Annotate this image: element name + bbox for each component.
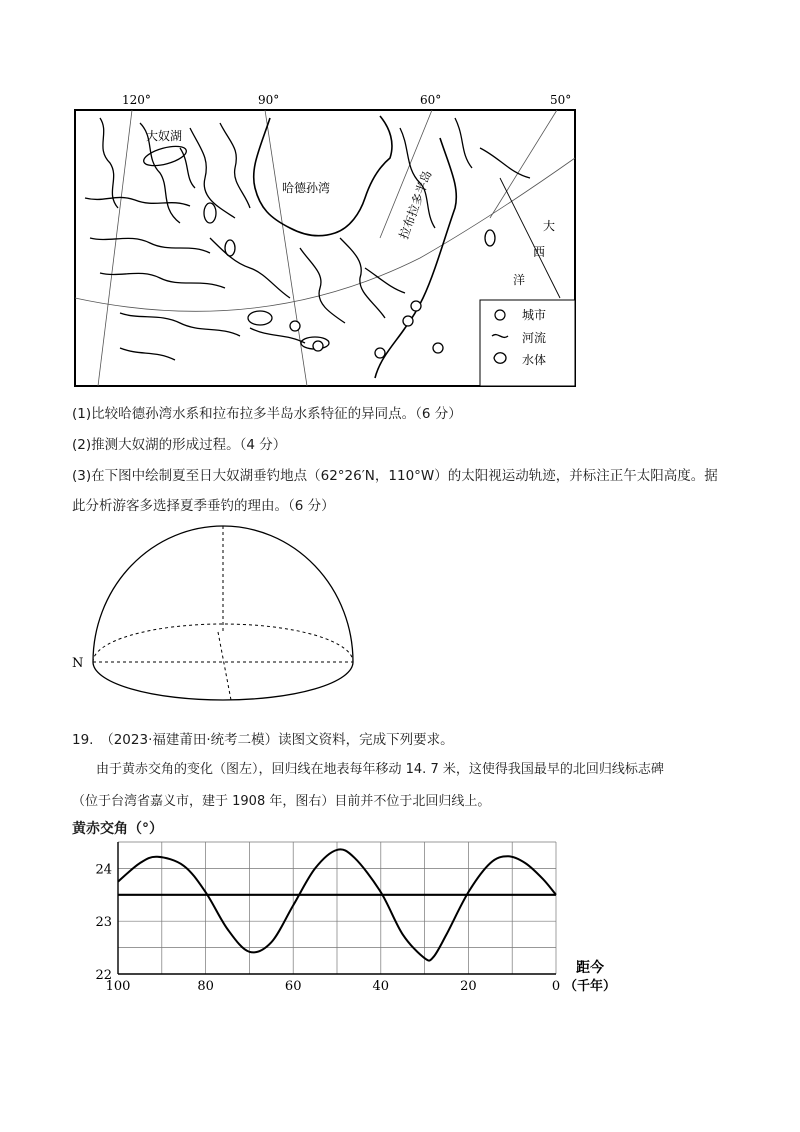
celestial-hemisphere [66, 522, 376, 706]
hudson-bay-coast [254, 116, 392, 236]
lon-label-90: 90° [258, 93, 280, 107]
lake-shape [204, 203, 216, 223]
lon-label-60: 60° [420, 93, 442, 107]
labrador-coast [375, 138, 456, 378]
x-axis-unit: （千年） [563, 979, 617, 994]
lon-label-120: 120° [122, 93, 151, 107]
label-hudson-bay: 哈德孙湾 [282, 181, 331, 195]
chart-title: 黄赤交角（°） [72, 821, 163, 837]
label-great-slave-lake: 大奴湖 [146, 129, 183, 143]
q19-paragraph-line1: 由于黄赤交角的变化（图左），回归线在地表每年移动 14. 7 米，这使得我国最早的北回归线标志碑 [96, 762, 664, 777]
ocean-boundary [500, 178, 560, 298]
x-tick-label-40: 40 [372, 979, 390, 994]
city-marker [403, 316, 413, 326]
lake-shape [485, 230, 495, 246]
river-network [85, 118, 530, 360]
city-marker [313, 341, 323, 351]
q19-paragraph-line2: （位于台湾省嘉义市，建于 1908 年，图右）目前并不位于北回归线上。 [72, 794, 491, 809]
x-axis-label: 距今 [576, 960, 604, 976]
north-label: N [72, 656, 84, 671]
legend-river-label: 河流 [522, 331, 547, 345]
legend-water-label: 水体 [522, 353, 547, 367]
map-legend [480, 300, 575, 386]
lake-shape [225, 240, 235, 256]
y-tick-label-22: 22 [95, 968, 112, 983]
city-marker [290, 321, 300, 331]
legend-city-label: 城市 [522, 308, 547, 322]
x-tick-label-100: 100 [105, 979, 131, 994]
label-labrador: 拉布拉多半岛 [396, 168, 435, 242]
x-tick-label-0: 0 [551, 979, 561, 994]
city-marker [433, 343, 443, 353]
label-atlantic-3: 洋 [513, 273, 526, 287]
meridian-front [218, 632, 231, 700]
label-atlantic-1: 大 [543, 219, 556, 233]
question-3-line1: (3)在下图中绘制夏至日大奴湖垂钓地点（62°26′N，110°W）的太阳视运动轨迹，并标注正午太阳高度。据 [72, 468, 718, 484]
legend-city-symbol [495, 310, 505, 320]
canada-map [60, 88, 580, 392]
lon-label-50: 50° [550, 93, 572, 107]
horizon-front [93, 662, 353, 700]
lake-shape [248, 311, 272, 325]
question-1: (1)比较哈德孙湾水系和拉布拉多半岛水系特征的异同点。（6 分） [72, 406, 462, 422]
obliquity-chart [60, 836, 640, 1006]
city-marker [411, 301, 421, 311]
x-tick-label-60: 60 [284, 979, 302, 994]
great-slave-lake-shape [142, 143, 189, 170]
x-tick-label-80: 80 [197, 979, 214, 994]
question-3-line2: 此分析游客多选择夏季垂钓的理由。（6 分） [72, 498, 335, 514]
x-tick-label-20: 20 [460, 979, 477, 994]
city-marker [375, 348, 385, 358]
y-tick-label-23: 23 [95, 915, 112, 931]
y-tick-label-24: 24 [95, 862, 112, 878]
question-2: (2)推测大奴湖的形成过程。（4 分） [72, 437, 287, 453]
label-atlantic-2: 西 [533, 245, 546, 259]
q19-heading: 19. （2023·福建莆田·统考二模）读图文资料，完成下列要求。 [72, 732, 454, 748]
